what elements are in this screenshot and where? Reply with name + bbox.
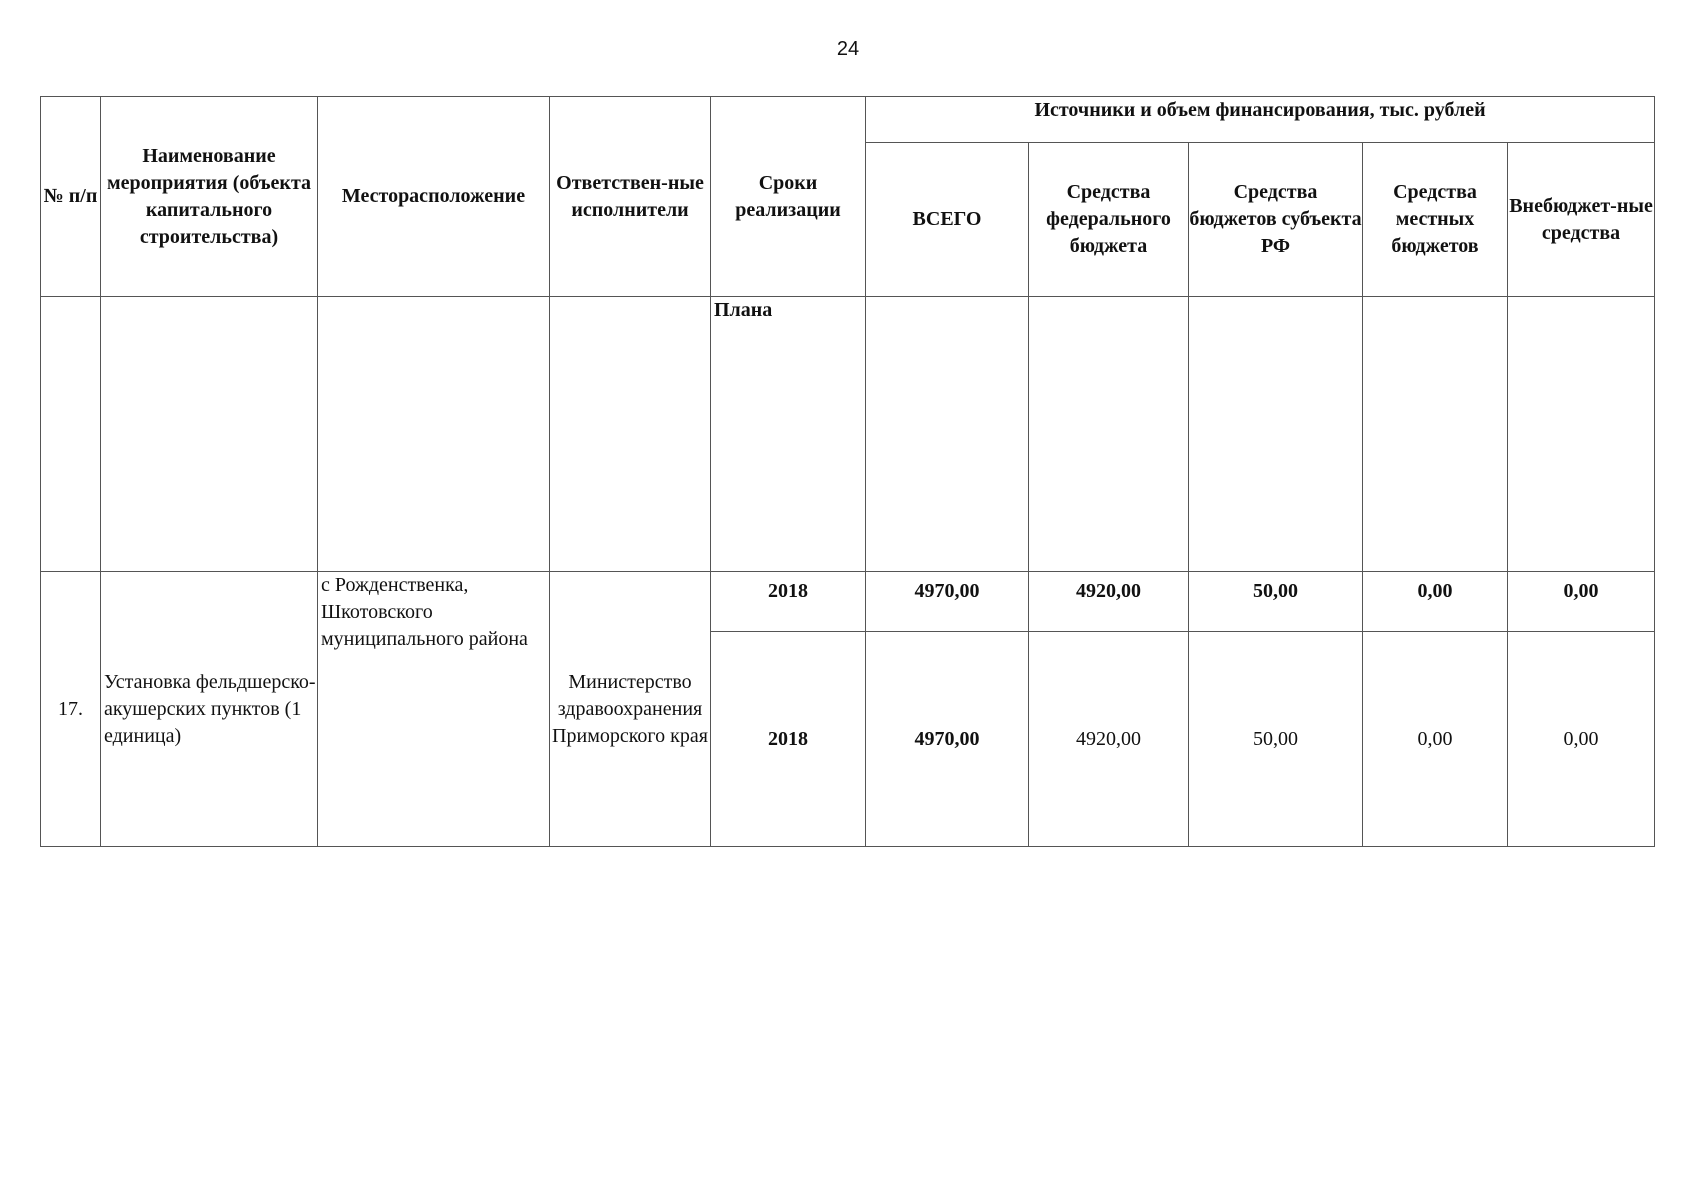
plan-cell-local [1363,297,1508,572]
header-terms: Сроки реализации [711,97,866,297]
row-local-1: 0,00 [1363,572,1508,632]
plan-cell-regional [1189,297,1363,572]
row-federal-2: 4920,00 [1029,632,1189,847]
header-federal: Средства федерального бюджета [1029,143,1189,297]
row-responsible: Министерство здравоохранения Приморского края [550,572,711,847]
row-total-2: 4970,00 [866,632,1029,847]
plan-cell-name [101,297,318,572]
row-total-1: 4970,00 [866,572,1029,632]
plan-cell-extra [1508,297,1655,572]
plan-cell-num [41,297,101,572]
header-extra: Внебюджет-ные средства [1508,143,1655,297]
row-regional-2: 50,00 [1189,632,1363,847]
plan-cell-responsible [550,297,711,572]
table-row [41,572,1655,632]
row-extra-2: 0,00 [1508,632,1655,847]
row-year-2: 2018 [711,632,866,847]
row-regional-1: 50,00 [1189,572,1363,632]
header-row-1 [41,97,1655,143]
header-local: Средства местных бюджетов [1363,143,1508,297]
row-extra-1: 0,00 [1508,572,1655,632]
plan-cell-total [866,297,1029,572]
header-total: ВСЕГО [866,143,1029,297]
header-name: Наименование мероприятия (объекта капитального строительства) [101,97,318,297]
header-funding-group: Источники и объем финансирования, тыс. рублей [866,97,1655,143]
row-local-2: 0,00 [1363,632,1508,847]
row-num: 17. [41,572,101,847]
header-regional: Средства бюджетов субъекта РФ [1189,143,1363,297]
header-responsible: Ответствен-ные исполнители [550,97,711,297]
plan-cell-federal [1029,297,1189,572]
plan-label: Плана [711,297,866,572]
plan-cell-location [318,297,550,572]
row-location: с Рожденственка, Шкотовского муниципального района [318,572,550,847]
plan-row [41,297,1655,572]
header-location: Месторасположение [318,97,550,297]
row-year-1: 2018 [711,572,866,632]
row-name: Установка фельдшерско-акушерских пунктов (1 единица) [101,572,318,847]
row-federal-1: 4920,00 [1029,572,1189,632]
page-number: 24 [836,38,860,60]
header-num: № п/п [41,97,101,297]
financing-table [40,96,1655,847]
